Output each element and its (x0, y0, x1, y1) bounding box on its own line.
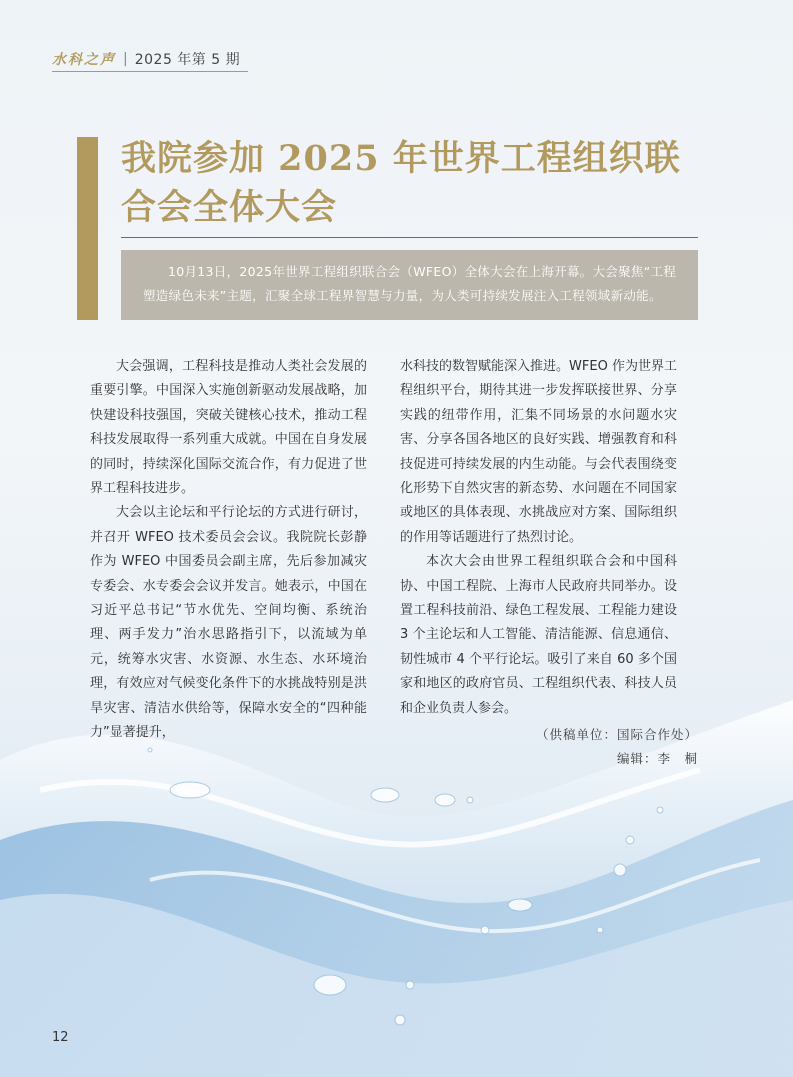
title-line-1: 我院参加 2025 年世界工程组织联 (121, 138, 681, 179)
article-credit (536, 723, 698, 771)
article-summary: 10月13日，2025年世界工程组织联合会（WFEO）全体大会在上海开幕。大会聚焦“工程塑造绿色未来”主题，汇聚全球工程界智慧与力量，为人类可持续发展注入工程领域新动能。 (121, 250, 698, 320)
paragraph: 本次大会由世界工程组织联合会和中国科协、中国工程院、上海市人民政府共同举办。设置工程科技前沿、绿色工程发展、工程能力建设 3 个主论坛和人工智能、清洁能源、信息通信、韧性城市 4 个平行论坛。吸引了来自 60 多个国家和地区的政府官员、工程组织代表、科技人员和企业负责人参会。 (400, 554, 677, 716)
title-accent-bar (77, 137, 98, 320)
article-title (121, 134, 721, 232)
page-number: 12 (52, 1030, 69, 1045)
paragraph: 水科技的数智赋能深入推进。WFEO 作为世界工程组织平台，期待其进一步发挥联接世界、分享实践的纽带作用，汇集不同场景的水问题水灾害、分享各国各地区的良好实践、增强教育和科技促进可持续发展的内生动能。与会代表围绕变化形势下自然灾害的新态势、水问题在不同国家或地区的具体表现、水挑战应对方案、国际组织的作用等话题进行了热烈讨论。 (400, 359, 677, 545)
title-line-2: 合会全体大会 (121, 187, 338, 228)
editor: 编辑：李 桐 (616, 751, 698, 766)
body-column-left (90, 355, 367, 746)
source-unit: （供稿单位：国际合作处） (535, 727, 698, 742)
paragraph: 大会以主论坛和平行论坛的方式进行研讨，并召开 WFEO 技术委员会会议。我院院长彭静作为 WFEO 中国委员会副主席，先后参加减灾专委会、水专委会会议并发言。她表示，中国在习近平总书记“节水优先、空间均衡、系统治理、两手发力”治水思路指引下，以流域为单元，统筹水灾害、水资源、水生态、水环境治理，有效应对气候变化条件下的水挑战特别是洪旱灾害、清洁水供给等，保障水安全的“四种能力”显著提升， (90, 505, 367, 741)
title-divider (121, 237, 698, 238)
column-name: 水科之声 (52, 52, 116, 68)
body-column-right (400, 355, 677, 721)
running-header (52, 49, 240, 69)
paragraph: 大会强调，工程科技是推动人类社会发展的重要引擎。中国深入实施创新驱动发展战略，加快建设科技强国，突破关键核心技术，推动工程科技发展取得一系列重大成就。中国在自身发展的同时，持续深化国际交流合作，有力促进了世界工程科技进步。 (90, 359, 367, 497)
header-separator: | (123, 51, 128, 67)
header-underline (52, 71, 248, 72)
issue-number: 2025 年第 5 期 (134, 52, 241, 68)
